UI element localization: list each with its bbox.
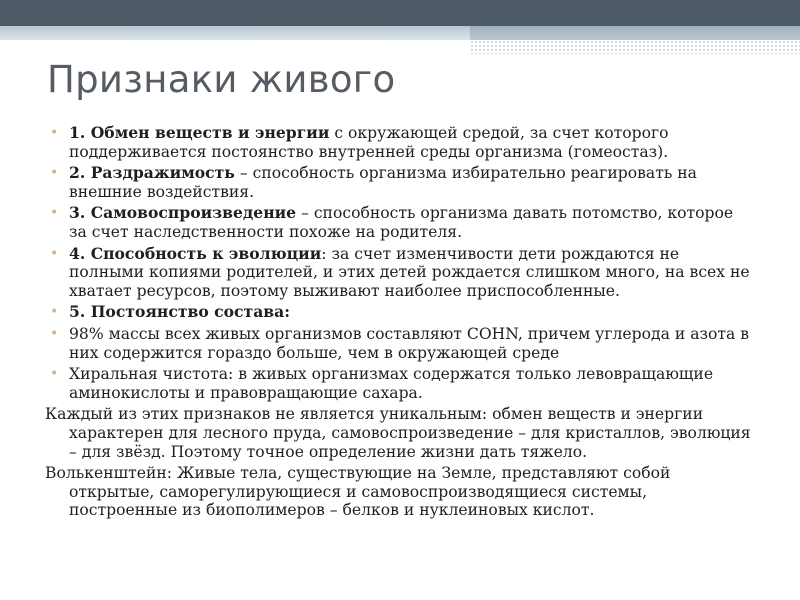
bullet-icon: •	[50, 304, 59, 321]
bullet-icon: •	[50, 125, 59, 141]
bullet-item-3	[45, 204, 755, 241]
bullet-item-5	[45, 303, 755, 322]
bullet-term: 5. Постоянство состава:	[69, 302, 291, 322]
bullet-text: – способность организма давать потомство, которое за счет наследственности похоже на родителя.	[69, 204, 734, 241]
slide-title: Признаки живого	[47, 58, 396, 101]
bullet-item-7	[45, 365, 755, 402]
slide-content	[45, 124, 755, 523]
header-bar	[0, 0, 800, 26]
decorative-dot-pattern	[470, 40, 800, 54]
bullet-text: 98% массы всех живых организмов составляют COHN, причем углерода и азота в них содержится гораздо больше, чем в окружающей среде	[69, 324, 750, 362]
bullet-item-6	[45, 325, 755, 362]
bullet-text: Хиральная чистота: в живых организмах содержатся только левовращающие аминокислоты и правовращающие сахара.	[69, 365, 714, 402]
bullet-term: 4. Способность к эволюции	[69, 243, 322, 263]
bullet-term: 1. Обмен веществ и энергии	[69, 123, 330, 142]
bullet-text: : за счет изменчивости дети рождаются не полными копиями родителей, и этих детей рождается слишком много, на всех не хватает ресурсов, поэтому выживают наиболее приспособленные.	[69, 244, 750, 300]
bullet-item-1	[45, 124, 755, 161]
paragraph-uniqueness: Каждый из этих признаков не является уникальным: обмен веществ и энергии характерен для лесного пруда, самовоспроизведение – для кристаллов, эволюция – для звёзд. Поэтому точное определение жизни дать тяжело.	[45, 405, 751, 461]
bullet-term: 2. Раздражимость	[69, 163, 235, 183]
bullet-text: – способность организма избирательно реагировать на внешние воздействия.	[69, 164, 697, 201]
paragraph-definition: Волькенштейн: Живые тела, существующие на Земле, представляют собой открытые, саморегулирующиеся и самовоспроизводящиеся системы, построенные из биополимеров – белков и нуклеиновых кислот.	[45, 464, 671, 520]
bullet-icon: •	[50, 165, 59, 182]
bullet-icon: •	[50, 366, 59, 383]
bullet-item-4	[45, 245, 755, 301]
bullet-text: с окружающей средой, за счет которого поддерживается постоянство внутренней среды организма (гомеостаз).	[69, 124, 669, 161]
bullet-item-2	[45, 164, 755, 201]
decorative-band	[0, 26, 470, 40]
decorative-band-accent	[470, 26, 800, 40]
bullet-icon: •	[50, 205, 59, 222]
bullet-icon: •	[50, 245, 59, 262]
bullet-term: 3. Самовоспроизведение	[69, 203, 297, 223]
bullet-icon: •	[50, 325, 59, 342]
